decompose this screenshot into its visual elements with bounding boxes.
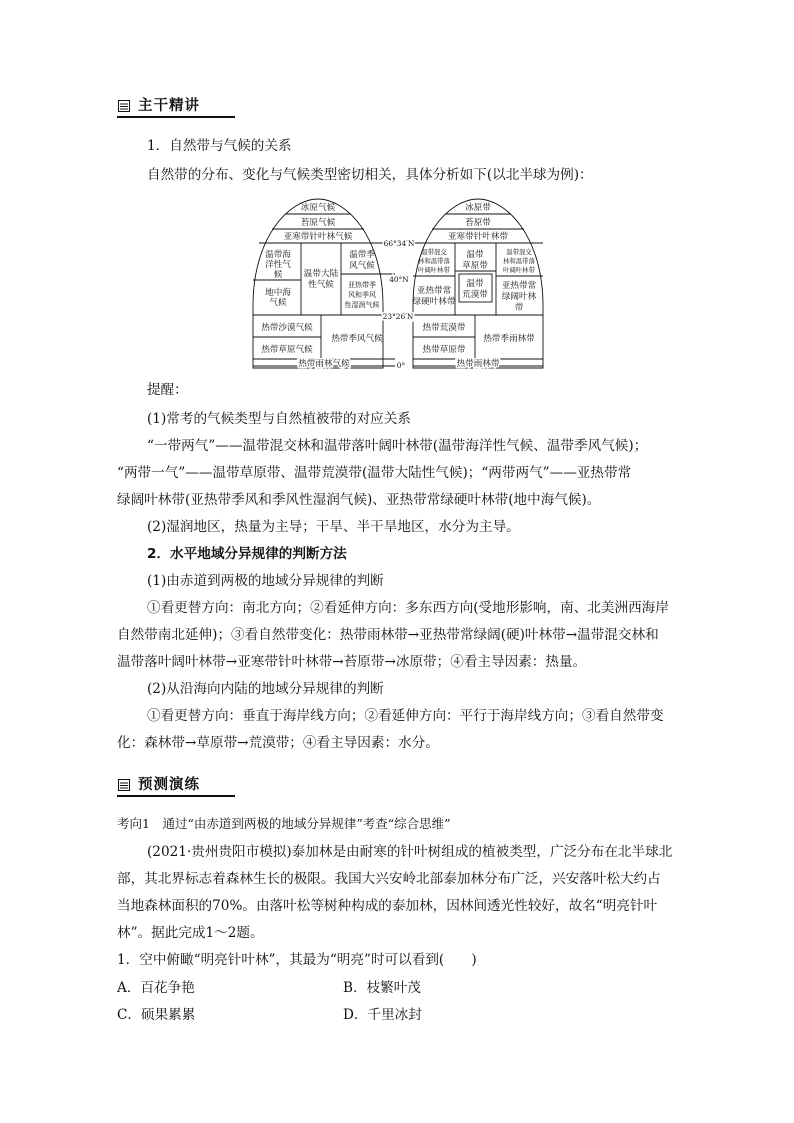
label-tundra-climate: 苔原气候 <box>300 218 336 228</box>
label-temp-mixed-right-3: 叶阔叶林带 <box>503 266 535 274</box>
method-line-1: (1)由赤道到两极的地域分异规律的判断 <box>147 573 384 589</box>
label-mediterranean-2: 气候 <box>269 298 287 308</box>
label-trop-savanna-climate: 热带草原气候 <box>261 345 313 355</box>
passage-line-1: (2021·贵州贵阳市模拟)泰加林是由耐寒的针叶树组成的植被类型，广泛分布在北半球北 <box>147 844 673 860</box>
label-temp-mixed-right-1: 温带混交 <box>506 248 532 256</box>
label-temp-grass-1: 温带 <box>466 250 484 260</box>
label-temp-continental-2: 性气候 <box>308 280 334 290</box>
label-temp-mixed-left-2: 林和温带落 <box>418 257 450 265</box>
method-line-7: 化：森林带→草原带→荒漠带；④看主导因素：水分。 <box>117 735 439 751</box>
passage-line-4: 林”。据此完成1～2题。 <box>117 925 264 941</box>
question-1: 1．空中俯瞰“明亮针叶林”，其最为“明亮”时可以看到( ) <box>117 952 477 968</box>
passage-line-2: 部，其北界标志着森林生长的极限。我国大兴安岭北部泰加林分布广泛，兴安落叶松大约占 <box>117 871 661 887</box>
label-subtrop-broad-2: 绿阔叶林 <box>501 292 537 302</box>
section-rule <box>117 116 235 118</box>
label-tundra-belt: 苔原带 <box>465 218 491 228</box>
label-taiga-belt: 亚寒带针叶林带 <box>447 232 509 242</box>
tip-line-4: 绿阔叶林带(亚热带季风和季风性湿润气候)、亚热带常绿硬叶林带(地中海气候)。 <box>117 492 601 508</box>
label-trop-monsoon-climate: 热带季风气候 <box>331 334 383 344</box>
label-temp-maritime-2: 洋性气 <box>265 260 291 270</box>
climate-belt-diagram <box>250 196 548 372</box>
section-header-practice <box>117 775 235 797</box>
label-subtrop-hard-2: 绿硬叶林带 <box>412 297 456 307</box>
method-line-5: (2)从沿海向内陆的地域分异规律的判断 <box>147 681 384 697</box>
label-subtrop-broad-3: 带 <box>514 303 524 313</box>
section-title: 预测演练 <box>138 777 200 793</box>
section-marker-icon <box>118 100 130 112</box>
label-subarctic-climate: 亚寒带针叶林气候 <box>283 232 353 242</box>
label-subtrop-monsoon-3: 性湿润气候 <box>344 301 380 309</box>
label-trop-desert-climate: 热带沙漠气候 <box>261 323 313 333</box>
label-temp-maritime-3: 候 <box>273 270 283 280</box>
label-temp-mixed-left-3: 叶阔叶林带 <box>418 266 450 274</box>
label-temp-desert-2: 荒漠带 <box>462 290 488 300</box>
label-trop-grass-belt: 热带草原带 <box>422 345 466 355</box>
tip-line-5: (2)湿润地区，热量为主导；干旱、半干旱地区，水分为主导。 <box>147 519 520 535</box>
latitude-40: 40°N <box>389 275 409 284</box>
tip-line-2: “一带两气”——温带混交林和温带落叶阔叶林带(温带海洋性气候、温带季风气候)； <box>147 438 648 454</box>
label-trop-monsoon-belt: 热带季雨林带 <box>483 334 535 344</box>
option-c[interactable]: C．硕果累累 <box>117 1007 196 1023</box>
label-temp-maritime-1: 温带海 <box>265 250 291 260</box>
section-marker-icon <box>118 779 130 791</box>
section-rule <box>117 795 235 797</box>
label-ice-belt: 冰原带 <box>465 203 491 213</box>
latitude-0: 0° <box>396 361 406 370</box>
tip-line-1: (1)常考的气候类型与自然植被带的对应关系 <box>147 411 411 427</box>
label-subtrop-monsoon-2: 风和季风 <box>348 291 376 299</box>
section-header-main-points <box>117 96 235 118</box>
method-line-2: ①看更替方向：南北方向；②看延伸方向：多东西方向(受地形影响，南、北美洲西海岸 <box>147 600 669 616</box>
label-temp-monsoon-2: 风气候 <box>349 261 375 271</box>
label-temp-monsoon-1: 温带季 <box>349 250 375 260</box>
exam-direction: 考向1 通过“由赤道到两极的地域分异规律”考查“综合思维” <box>117 816 451 831</box>
label-ice-climate: 冰原气候 <box>300 203 336 213</box>
label-mediterranean-1: 地中海 <box>265 288 291 298</box>
method-line-6: ①看更替方向：垂直于海岸线方向；②看延伸方向：平行于海岸线方向；③看自然带变 <box>147 708 664 724</box>
latitude-66: 66°34′N <box>383 239 415 248</box>
label-temp-mixed-left-1: 温带混交 <box>421 248 447 256</box>
method-line-3: 自然带南北延伸)；③看自然带变化：热带雨林带→亚热带常绿阔(硬)叶林带→温带混交林和 <box>117 627 659 643</box>
heading-horizontal-zonation: 2．水平地域分异规律的判断方法 <box>147 546 347 562</box>
section-title: 主干精讲 <box>138 98 200 114</box>
latitude-23: 23°26′N <box>382 312 414 321</box>
label-trop-rainforest-climate: 热带雨林气候 <box>298 359 350 369</box>
label-subtrop-hard-1: 亚热带常 <box>416 286 452 296</box>
label-temp-mixed-right-2: 林和温带落 <box>503 257 535 265</box>
option-b[interactable]: B．枝繁叶茂 <box>343 980 421 996</box>
intro-paragraph: 自然带的分布、变化与气候类型密切相关，具体分析如下(以北半球为例)： <box>147 167 593 183</box>
tips-label: 提醒： <box>147 382 188 398</box>
method-line-4: 温带落叶阔叶林带→亚寒带针叶林带→苔原带→冰原带；④看主导因素：热量。 <box>117 654 587 670</box>
label-temp-desert-1: 温带 <box>466 279 484 289</box>
label-temp-grass-2: 草原带 <box>462 261 488 271</box>
label-subtrop-monsoon-1: 亚热带季 <box>348 281 376 289</box>
tip-line-3: “两带一气”——温带草原带、温带荒漠带(温带大陆性气候)；“两带两气”——亚热带常 <box>117 465 632 481</box>
passage-line-3: 当地森林面积的70%。由落叶松等树种构成的泰加林，因林间透光性较好，故名“明亮针叶 <box>117 898 658 914</box>
option-d[interactable]: D．千里冰封 <box>343 1007 422 1023</box>
label-temp-continental-1: 温带大陆 <box>303 269 339 279</box>
label-trop-rainforest-belt: 热带雨林带 <box>456 359 500 369</box>
heading-natural-belt-climate: 1．自然带与气候的关系 <box>147 138 292 154</box>
label-trop-desert-belt: 热带荒漠带 <box>422 323 466 333</box>
label-subtrop-broad-1: 亚热带常 <box>501 281 537 291</box>
option-a[interactable]: A．百花争艳 <box>117 980 195 996</box>
